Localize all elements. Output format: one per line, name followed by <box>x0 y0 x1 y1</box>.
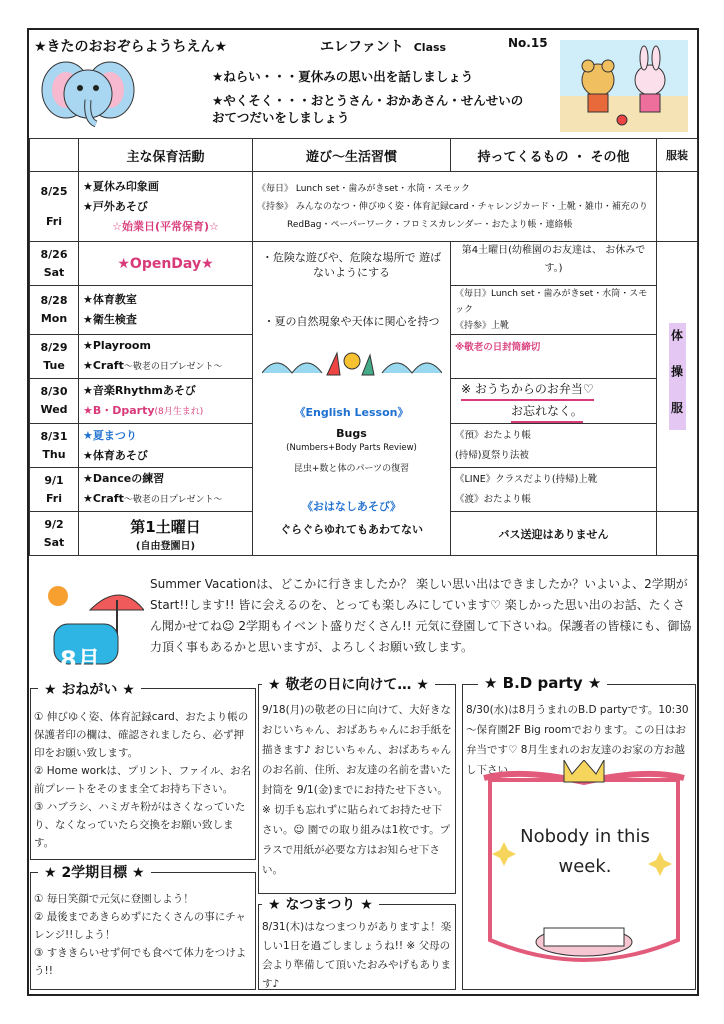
bring-cell <box>451 242 657 286</box>
activity: ★体育あそび <box>83 448 148 462</box>
date: 8/28 <box>40 294 68 307</box>
craft-note: ～敬老の日プレゼント～ <box>123 362 223 372</box>
term-goal-item: ③ すききらいせず何でも食べて体力をつけよう!! <box>34 947 247 977</box>
activity: ★OpenDay★ <box>117 255 214 272</box>
carry-items: 《持参》上靴 <box>455 321 510 331</box>
daily-items: 《毎日》 Lunch set・歯みがきset・水筒・スモック <box>257 183 470 194</box>
activity: ★Craft <box>83 359 124 372</box>
bd-party-title-text: B.D party <box>502 674 583 692</box>
date-cell <box>30 468 79 512</box>
request-list <box>34 708 252 852</box>
activity: ★Danceの練習 <box>83 472 165 485</box>
table-row <box>30 172 698 242</box>
issue-number: No.15 <box>508 36 548 50</box>
english-topic: Bugs <box>336 427 367 440</box>
take-home-items: (持帰)夏祭り法被 <box>455 449 529 461</box>
bring-cell <box>451 286 657 335</box>
elephant-illustration <box>38 50 138 134</box>
bring-cell <box>451 468 657 512</box>
clothing-cell <box>657 242 698 512</box>
daily-items: 《毎日》Lunch set・歯みがきset・水筒・スモック <box>455 289 648 315</box>
english-review: 昆虫+数と体のパーツの復習 <box>293 464 410 474</box>
activity-cell <box>79 242 253 286</box>
carry-items: 《持参》 みんなのなつ・伸びゆく姿・体育記録card・チャレンジカード・上靴・雑巾・補充のり <box>257 201 648 212</box>
day: Sat <box>43 265 65 279</box>
activity-cell <box>79 424 253 468</box>
keirou-title: ★ 敬老の日に向けて… ★ <box>262 674 435 694</box>
activity-cell <box>79 468 253 512</box>
activity: ★衛生検査 <box>83 313 137 326</box>
goal-text: ★ねらい・・・夏休みの思い出を話しましょう <box>212 69 474 84</box>
keirou-deadline: ※敬老の日封筒締切 <box>455 342 541 353</box>
bd-party-title: ★ B.D party ★ <box>478 674 607 692</box>
term-goals-title: ★ 2学期目標 ★ <box>38 862 151 882</box>
no-bus-note: バス送迎はありません <box>498 527 609 541</box>
keirou-title-text: 敬老の日に向けて… <box>285 677 412 693</box>
schedule-table <box>29 138 698 556</box>
sat-note: 第4土曜日(幼稚園のお友達は、 お休みです。) <box>461 245 646 274</box>
class-name-text: エレファント <box>320 39 404 55</box>
carry-items-2: RedBag・ペーパーワーク・フロミスカレンダー・おたより帳・連絡帳 <box>287 219 573 230</box>
activity: ★戸外あそび <box>83 199 148 213</box>
week1-life-cell <box>253 172 657 242</box>
activity-cell <box>79 379 253 424</box>
bd-note: (8月生まれ) <box>154 406 204 417</box>
term-goals-list <box>34 890 252 980</box>
bring-cell <box>451 424 657 468</box>
date-cell <box>30 242 79 286</box>
activity-note: ☆始業日(平常保育)☆ <box>112 219 219 233</box>
activity-cell <box>79 335 253 379</box>
month-badge: 8月 <box>60 646 101 674</box>
summer-waves-illustration <box>262 343 442 383</box>
english-detail: (Numbers+Body Parts Review) <box>286 443 417 453</box>
bring-cell <box>451 335 657 379</box>
request-item: ③ ハブラシ、ハミガキ粉がはさくなっていたり、なくなっていたら交換をお願い致します。 <box>34 801 246 849</box>
activity-cell <box>79 172 253 242</box>
activity: ★夏休み印象画 <box>83 179 159 193</box>
class-name <box>320 36 446 56</box>
life-rule: ・危険な遊びや、危険な場所で 遊ばないようにする <box>261 251 442 279</box>
date: 8/29 <box>40 340 68 354</box>
life-habits-cell <box>253 242 451 556</box>
handover-items: 《渡》おたより帳 <box>455 493 532 505</box>
date-cell <box>30 335 79 379</box>
date-cell <box>30 286 79 335</box>
term-goals-title-text: 2学期目標 <box>61 865 128 881</box>
class-label: Class <box>413 41 447 54</box>
story-name: ぐらぐらゆれてもあわてない <box>280 523 423 536</box>
header-activity: 主な保育活動 <box>79 139 253 172</box>
clothing-text: 体 操 服 <box>669 323 686 429</box>
clothing-cell-top <box>657 172 698 242</box>
lunch-note-1: ※ おうちからのお弁当♡ <box>461 379 594 401</box>
activity: ★B・Dparty <box>83 403 155 417</box>
header-life: 遊び～生活習慣 <box>253 139 451 172</box>
request-title-text: おねがい <box>61 682 118 698</box>
summer-message: Summer Vacationは、どこかに行きましたか？ 楽しい思い出はできましたか？いよいよ、2学期がStart!!します!! 皆に会えるのを、とっても楽しみにしています♡ 楽しかった思い出のお話、たくさん聞かせてね☺ 2学期もイベント盛りだくさん!! 元気に登園して下さいね。保護者の皆様にも、御協力頂く事もあるかと思いますが、よろしくお願い致します。 <box>150 577 692 654</box>
activity: ★音楽Rhythmあそび <box>83 383 196 397</box>
activity: ★Playroom <box>83 339 151 352</box>
story-title: 《おはなしあそび》 <box>301 500 402 513</box>
term-goal-item: ① 毎日笑顔で元気に登園しよう！ <box>34 893 194 905</box>
bring-cell <box>451 379 657 424</box>
table-row <box>30 242 698 286</box>
activity-cell <box>79 286 253 335</box>
date-cell <box>30 172 79 242</box>
promise-text: ★やくそく・・・おとうさん・おかあさん・せんせいの おてつだいをしましょう <box>212 93 524 125</box>
date: 8/26 <box>40 247 68 261</box>
day: Thu <box>42 447 66 461</box>
day: Tue <box>43 358 65 372</box>
deposit-items: 《預》おたより帳 <box>455 429 532 441</box>
activity: ★Craft <box>83 492 124 505</box>
date-cell <box>30 379 79 424</box>
activity: ★体育教室 <box>83 293 137 306</box>
date: 8/25 <box>40 184 68 198</box>
english-title: 《English Lesson》 <box>294 406 409 419</box>
festival-title: ★ なつまつり ★ <box>262 894 379 914</box>
date: 9/1 <box>44 473 64 487</box>
festival-title-text: なつまつり <box>285 897 356 913</box>
festival-text: 8/31(木)はなつまつりがありますよ！楽しい1日を過ごしましょうね!! ※ 父母の会より準備して頂いたおみやげもあります♪ <box>262 921 452 990</box>
clothing-cell-bottom <box>657 512 698 556</box>
bd-party-text: 8/30(水)は8月うまれのB.D partyです。10:30～保育園2F Big roomでおります。この日はお弁当です♡ 8月生まれのお友達のお家の方お越し下さい <box>466 704 689 776</box>
header-date <box>30 139 79 172</box>
request-title: ★ おねがい ★ <box>38 679 141 699</box>
request-item: ① 伸びゆく姿、体育記録card、おたより帳の保護者印の欄は、確認されましたら、必ず押印をお願い致します。 <box>34 711 249 759</box>
date-cell <box>30 512 79 556</box>
bring-cell <box>451 512 657 556</box>
life-rule: ・夏の自然現象や天体に関心を持つ <box>263 315 440 328</box>
day: Fri <box>45 214 62 228</box>
day: Fri <box>45 491 62 505</box>
day: Mon <box>40 312 68 325</box>
date: 9/2 <box>44 517 64 531</box>
craft-note: ～敬老の日プレゼント～ <box>123 495 223 505</box>
keirou-text: 9/18(月)の敬老の日に向けて、大好きなおじいちゃん、おばあちゃんにお手紙を描きます♪ おじいちゃん、おばあちゃんのお名前、住所、お友達の名前を書いた封筒を 9/1(金)までにお持たせ下さい。※ 切手も忘れずに貼られてお持たせ下さい。☺ 園での取り組みは1枚です。プラスで用紙が必要な方はお知らせ下さい。 <box>262 704 452 876</box>
activity-cell <box>79 512 253 556</box>
activity: ★夏まつり <box>83 428 137 442</box>
date: 8/31 <box>40 429 68 443</box>
line-items: 《LINE》クラスだより(持帰)上靴 <box>455 473 598 485</box>
header-clothing: 服装 <box>657 139 698 172</box>
activity-sub: (自由登園日) <box>135 540 196 552</box>
beach-animals-illustration <box>560 40 688 132</box>
day: Sat <box>43 535 65 549</box>
term-goal-item: ② 最後まであきらめずにたくさんの事にチャレンジ!!しよう！ <box>34 911 246 941</box>
date-cell <box>30 424 79 468</box>
newsletter-title: ★きたのおおぞらようちえん★ <box>34 39 228 55</box>
activity: 第1土曜日 <box>130 517 201 536</box>
lunch-note-2: お忘れなく。 <box>511 401 583 423</box>
request-item: ② Home workは、プリント、ファイル、お名前プレートをそのまま全てお持ち下さい。 <box>34 765 252 795</box>
date: 8/30 <box>40 385 68 398</box>
bd-card-text: Nobody in this week. <box>520 826 650 877</box>
header-bring: 持ってくるもの ・ その他 <box>451 139 657 172</box>
day: Wed <box>40 403 68 416</box>
table-header-row <box>30 139 698 172</box>
